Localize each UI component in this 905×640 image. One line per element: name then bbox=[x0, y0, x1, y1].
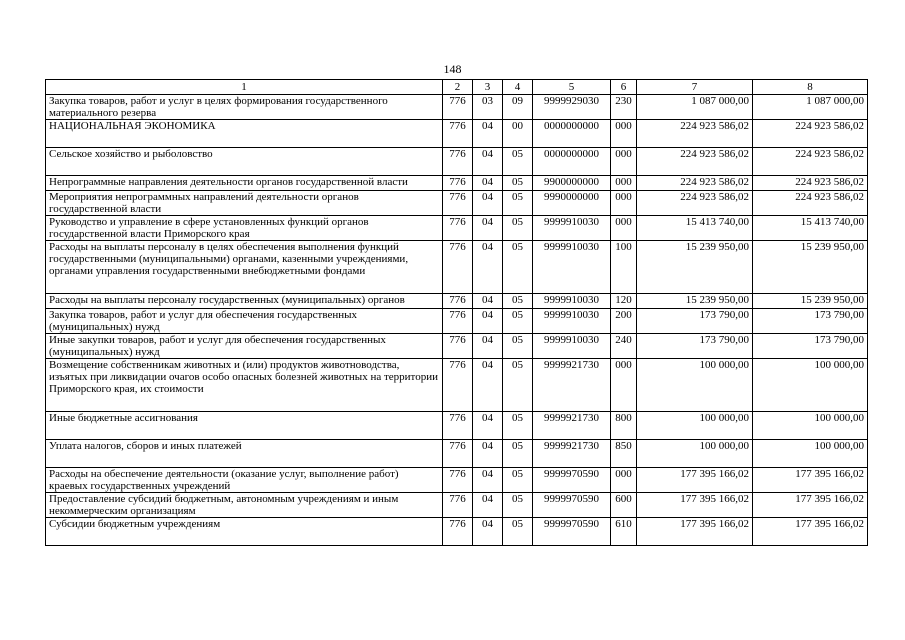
cell-subsection: 05 bbox=[503, 468, 533, 493]
cell-amount-7: 1 087 000,00 bbox=[637, 95, 753, 120]
cell-type: 000 bbox=[611, 120, 637, 148]
cell-amount-7: 15 413 740,00 bbox=[637, 216, 753, 241]
table-row bbox=[46, 440, 868, 468]
cell-section: 04 bbox=[473, 334, 503, 359]
cell-section: 04 bbox=[473, 412, 503, 440]
cell-type: 850 bbox=[611, 440, 637, 468]
row-name: Иные закупки товаров, работ и услуг для обеспечения государственных (муниципальных) нужд bbox=[46, 334, 443, 359]
row-name: Закупка товаров, работ и услуг для обеспечения государственных (муниципальных) нужд bbox=[46, 309, 443, 334]
row-name: Мероприятия непрограммных направлений деятельности органов государственной власти bbox=[46, 191, 443, 216]
cell-target: 9999921730 bbox=[533, 359, 611, 412]
table-row bbox=[46, 95, 868, 120]
table-row bbox=[46, 176, 868, 191]
cell-amount-8: 100 000,00 bbox=[753, 412, 868, 440]
cell-type: 240 bbox=[611, 334, 637, 359]
row-name: Расходы на выплаты персоналу государственных (муниципальных) органов bbox=[46, 294, 443, 309]
cell-ministry: 776 bbox=[443, 412, 473, 440]
cell-type: 200 bbox=[611, 309, 637, 334]
cell-subsection: 05 bbox=[503, 518, 533, 546]
cell-ministry: 776 bbox=[443, 95, 473, 120]
cell-subsection: 05 bbox=[503, 493, 533, 518]
cell-section: 04 bbox=[473, 468, 503, 493]
cell-type: 000 bbox=[611, 191, 637, 216]
cell-amount-7: 224 923 586,02 bbox=[637, 120, 753, 148]
cell-type: 000 bbox=[611, 148, 637, 176]
cell-type: 000 bbox=[611, 359, 637, 412]
table-row bbox=[46, 493, 868, 518]
table-row bbox=[46, 120, 868, 148]
cell-target: 0000000000 bbox=[533, 148, 611, 176]
cell-type: 600 bbox=[611, 493, 637, 518]
cell-type: 100 bbox=[611, 241, 637, 294]
cell-section: 04 bbox=[473, 294, 503, 309]
cell-subsection: 05 bbox=[503, 191, 533, 216]
cell-amount-7: 224 923 586,02 bbox=[637, 191, 753, 216]
table-row bbox=[46, 241, 868, 294]
row-name: Закупка товаров, работ и услуг в целях формирования государственного материального резерва bbox=[46, 95, 443, 120]
cell-ministry: 776 bbox=[443, 518, 473, 546]
cell-subsection: 05 bbox=[503, 241, 533, 294]
cell-amount-7: 100 000,00 bbox=[637, 440, 753, 468]
cell-target: 9999910030 bbox=[533, 309, 611, 334]
cell-amount-7: 15 239 950,00 bbox=[637, 241, 753, 294]
cell-amount-7: 177 395 166,02 bbox=[637, 493, 753, 518]
cell-subsection: 05 bbox=[503, 440, 533, 468]
cell-type: 000 bbox=[611, 176, 637, 191]
table-row bbox=[46, 309, 868, 334]
row-name: НАЦИОНАЛЬНАЯ ЭКОНОМИКА bbox=[46, 120, 443, 148]
cell-amount-7: 173 790,00 bbox=[637, 334, 753, 359]
cell-subsection: 05 bbox=[503, 216, 533, 241]
row-name: Субсидии бюджетным учреждениям bbox=[46, 518, 443, 546]
cell-section: 04 bbox=[473, 148, 503, 176]
cell-target: 9900000000 bbox=[533, 176, 611, 191]
cell-ministry: 776 bbox=[443, 468, 473, 493]
cell-amount-7: 100 000,00 bbox=[637, 359, 753, 412]
cell-section: 04 bbox=[473, 518, 503, 546]
cell-ministry: 776 bbox=[443, 241, 473, 294]
cell-target: 9999929030 bbox=[533, 95, 611, 120]
column-header: 2 bbox=[443, 80, 473, 95]
cell-amount-8: 224 923 586,02 bbox=[753, 176, 868, 191]
cell-target: 9999970590 bbox=[533, 468, 611, 493]
cell-amount-8: 173 790,00 bbox=[753, 309, 868, 334]
table-row bbox=[46, 191, 868, 216]
column-header: 6 bbox=[611, 80, 637, 95]
cell-section: 04 bbox=[473, 191, 503, 216]
row-name: Непрограммные направления деятельности органов государственной власти bbox=[46, 176, 443, 191]
table-row bbox=[46, 468, 868, 493]
cell-type: 800 bbox=[611, 412, 637, 440]
cell-subsection: 05 bbox=[503, 294, 533, 309]
cell-section: 03 bbox=[473, 95, 503, 120]
cell-subsection: 09 bbox=[503, 95, 533, 120]
cell-amount-8: 15 239 950,00 bbox=[753, 294, 868, 309]
cell-amount-8: 15 413 740,00 bbox=[753, 216, 868, 241]
row-name: Предоставление субсидий бюджетным, автономным учреждениям и иным некоммерческим организациям bbox=[46, 493, 443, 518]
cell-type: 000 bbox=[611, 216, 637, 241]
cell-subsection: 05 bbox=[503, 359, 533, 412]
cell-amount-8: 224 923 586,02 bbox=[753, 148, 868, 176]
cell-type: 000 bbox=[611, 468, 637, 493]
cell-ministry: 776 bbox=[443, 493, 473, 518]
cell-ministry: 776 bbox=[443, 309, 473, 334]
cell-amount-8: 100 000,00 bbox=[753, 359, 868, 412]
row-name: Возмещение собственникам животных и (или) продуктов животноводства, изъятых при ликвидации очагов особо опасных болезней животных на территории Приморского края, их стоимости bbox=[46, 359, 443, 412]
cell-amount-8: 177 395 166,02 bbox=[753, 518, 868, 546]
header-row bbox=[46, 80, 868, 95]
cell-target: 9999921730 bbox=[533, 412, 611, 440]
column-header: 1 bbox=[46, 80, 443, 95]
cell-amount-8: 100 000,00 bbox=[753, 440, 868, 468]
budget-table bbox=[45, 79, 868, 546]
cell-section: 04 bbox=[473, 440, 503, 468]
row-name: Уплата налогов, сборов и иных платежей bbox=[46, 440, 443, 468]
cell-amount-8: 15 239 950,00 bbox=[753, 241, 868, 294]
cell-target: 9999910030 bbox=[533, 241, 611, 294]
cell-amount-8: 1 087 000,00 bbox=[753, 95, 868, 120]
cell-amount-7: 15 239 950,00 bbox=[637, 294, 753, 309]
cell-ministry: 776 bbox=[443, 440, 473, 468]
cell-target: 9999970590 bbox=[533, 518, 611, 546]
cell-amount-7: 177 395 166,02 bbox=[637, 518, 753, 546]
cell-ministry: 776 bbox=[443, 176, 473, 191]
cell-amount-7: 100 000,00 bbox=[637, 412, 753, 440]
table-row bbox=[46, 412, 868, 440]
cell-section: 04 bbox=[473, 359, 503, 412]
cell-type: 120 bbox=[611, 294, 637, 309]
cell-ministry: 776 bbox=[443, 216, 473, 241]
cell-section: 04 bbox=[473, 216, 503, 241]
table-row bbox=[46, 294, 868, 309]
cell-subsection: 05 bbox=[503, 148, 533, 176]
cell-section: 04 bbox=[473, 176, 503, 191]
cell-amount-7: 173 790,00 bbox=[637, 309, 753, 334]
cell-ministry: 776 bbox=[443, 334, 473, 359]
cell-section: 04 bbox=[473, 241, 503, 294]
row-name: Расходы на выплаты персоналу в целях обеспечения выполнения функций государственными (муниципальными) органами, казенными учреждениями, органами управления государственными внебюджетными фондами bbox=[46, 241, 443, 294]
cell-subsection: 00 bbox=[503, 120, 533, 148]
cell-section: 04 bbox=[473, 493, 503, 518]
cell-ministry: 776 bbox=[443, 294, 473, 309]
cell-section: 04 bbox=[473, 120, 503, 148]
cell-target: 0000000000 bbox=[533, 120, 611, 148]
cell-ministry: 776 bbox=[443, 120, 473, 148]
cell-section: 04 bbox=[473, 309, 503, 334]
column-header: 4 bbox=[503, 80, 533, 95]
column-header: 7 bbox=[637, 80, 753, 95]
cell-target: 9999921730 bbox=[533, 440, 611, 468]
row-name: Сельское хозяйство и рыболовство bbox=[46, 148, 443, 176]
cell-amount-8: 177 395 166,02 bbox=[753, 493, 868, 518]
table-row bbox=[46, 518, 868, 546]
column-header: 5 bbox=[533, 80, 611, 95]
cell-target: 9999910030 bbox=[533, 334, 611, 359]
row-name: Расходы на обеспечение деятельности (оказание услуг, выполнение работ) краевых государственных учреждений bbox=[46, 468, 443, 493]
cell-ministry: 776 bbox=[443, 148, 473, 176]
table-row bbox=[46, 216, 868, 241]
cell-subsection: 05 bbox=[503, 309, 533, 334]
cell-subsection: 05 bbox=[503, 412, 533, 440]
cell-amount-8: 177 395 166,02 bbox=[753, 468, 868, 493]
table-row bbox=[46, 359, 868, 412]
column-header: 8 bbox=[753, 80, 868, 95]
cell-ministry: 776 bbox=[443, 359, 473, 412]
cell-subsection: 05 bbox=[503, 334, 533, 359]
cell-type: 610 bbox=[611, 518, 637, 546]
cell-target: 9999910030 bbox=[533, 216, 611, 241]
cell-amount-7: 177 395 166,02 bbox=[637, 468, 753, 493]
column-header: 3 bbox=[473, 80, 503, 95]
cell-amount-8: 173 790,00 bbox=[753, 334, 868, 359]
cell-target: 9999970590 bbox=[533, 493, 611, 518]
row-name: Руководство и управление в сфере установленных функций органов государственной власти Приморского края bbox=[46, 216, 443, 241]
table-row bbox=[46, 148, 868, 176]
cell-target: 9999910030 bbox=[533, 294, 611, 309]
cell-amount-7: 224 923 586,02 bbox=[637, 176, 753, 191]
cell-ministry: 776 bbox=[443, 191, 473, 216]
cell-amount-8: 224 923 586,02 bbox=[753, 120, 868, 148]
page-number: 148 bbox=[443, 62, 462, 76]
cell-target: 9990000000 bbox=[533, 191, 611, 216]
cell-amount-8: 224 923 586,02 bbox=[753, 191, 868, 216]
cell-type: 230 bbox=[611, 95, 637, 120]
cell-subsection: 05 bbox=[503, 176, 533, 191]
row-name: Иные бюджетные ассигнования bbox=[46, 412, 443, 440]
cell-amount-7: 224 923 586,02 bbox=[637, 148, 753, 176]
table-row bbox=[46, 334, 868, 359]
